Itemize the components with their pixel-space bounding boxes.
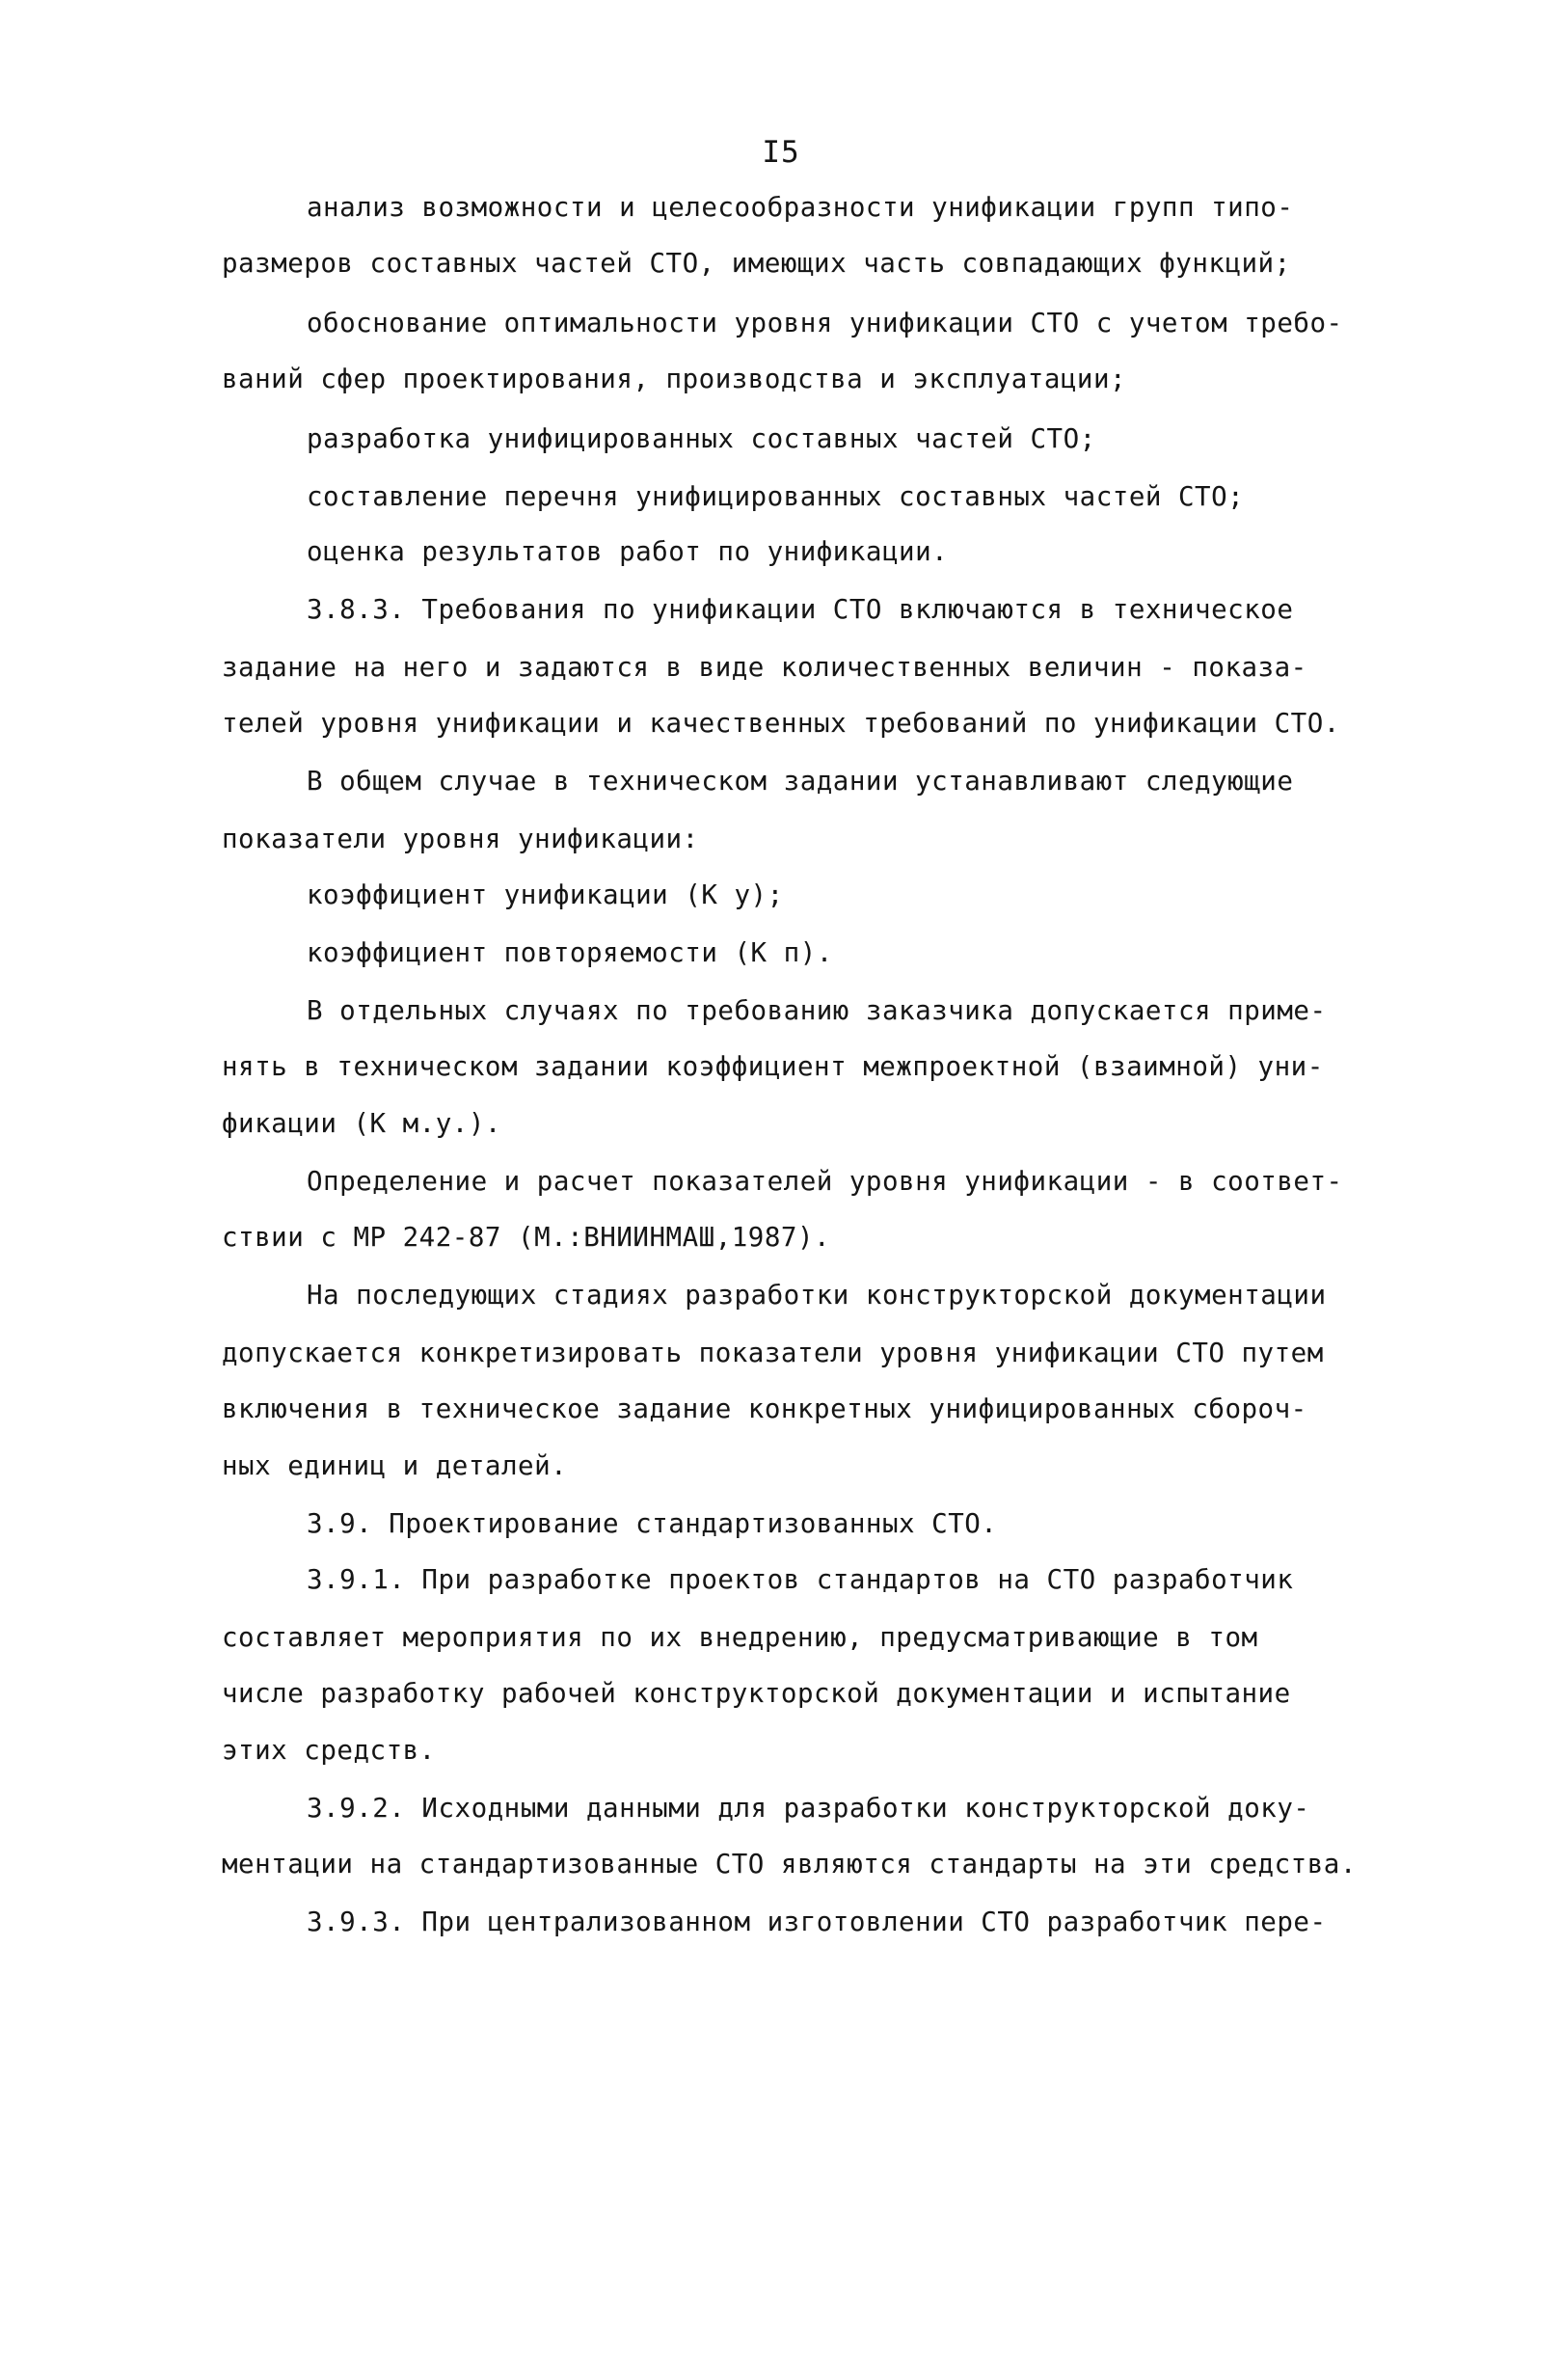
text-line: В отдельных случаях по требованию заказчика допускается приме- <box>307 995 1327 1026</box>
text-line: нять в техническом задании коэффициент межпроектной (взаимной) уни- <box>222 1051 1324 1082</box>
text-line: коэффициент унификации (К у); <box>307 879 784 910</box>
text-line: ментации на стандартизованные СТО являются стандарты на эти средства. <box>222 1849 1357 1880</box>
text-line: фикации (К м.у.). <box>222 1108 501 1139</box>
text-line: составление перечня унифицированных составных частей СТО; <box>307 481 1245 512</box>
text-line: 3.9.3. При централизованном изготовлении СТО разработчик пере- <box>307 1907 1327 1937</box>
text-line: ных единиц и деталей. <box>222 1450 568 1481</box>
text-line: этих средств. <box>222 1735 436 1766</box>
text-line: размеров составных частей СТО, имеющих часть совпадающих функций; <box>222 248 1291 279</box>
text-line: 3.9. Проектирование стандартизованных СТО. <box>307 1508 998 1539</box>
text-line: обоснование оптимальности уровня унификации СТО с учетом требо- <box>307 308 1343 338</box>
text-line: ствии с МР 242-87 (М.:ВНИИНМАШ,1987). <box>222 1222 831 1253</box>
text-line: оценка результатов работ по унификации. <box>307 536 949 567</box>
text-line: 3.8.3. Требования по унификации СТО включаются в техническое <box>307 594 1294 625</box>
text-line: В общем случае в техническом задании устанавливают следующие <box>307 766 1294 797</box>
text-line: включения в техническое задание конкретных унифицированных сбороч- <box>222 1393 1307 1424</box>
text-line: 3.9.2. Исходными данными для разработки конструкторской доку- <box>307 1793 1310 1824</box>
text-line: Определение и расчет показателей уровня унификации - в соответ- <box>307 1166 1343 1197</box>
text-line: разработка унифицированных составных частей СТО; <box>307 423 1096 454</box>
text-line: числе разработку рабочей конструкторской документации и испытание <box>222 1678 1291 1709</box>
text-line: коэффициент повторяемости (К п). <box>307 937 833 968</box>
text-line: допускается конкретизировать показатели уровня унификации СТО путем <box>222 1338 1324 1368</box>
text-line: ваний сфер проектирования, производства и эксплуатации; <box>222 364 1127 394</box>
text-line: анализ возможности и целесообразности унификации групп типо- <box>307 192 1294 223</box>
page-number: I5 <box>762 135 800 170</box>
text-line: телей уровня унификации и качественных требований по унификации СТО. <box>222 708 1340 739</box>
text-line: показатели уровня унификации: <box>222 824 699 854</box>
text-line: 3.9.1. При разработке проектов стандартов на СТО разработчик <box>307 1564 1294 1595</box>
text-line: задание на него и задаются в виде количественных величин - показа- <box>222 652 1307 683</box>
text-line: составляет мероприятия по их внедрению, предусматривающие в том <box>222 1622 1258 1653</box>
text-line: На последующих стадиях разработки конструкторской документации <box>307 1280 1327 1311</box>
